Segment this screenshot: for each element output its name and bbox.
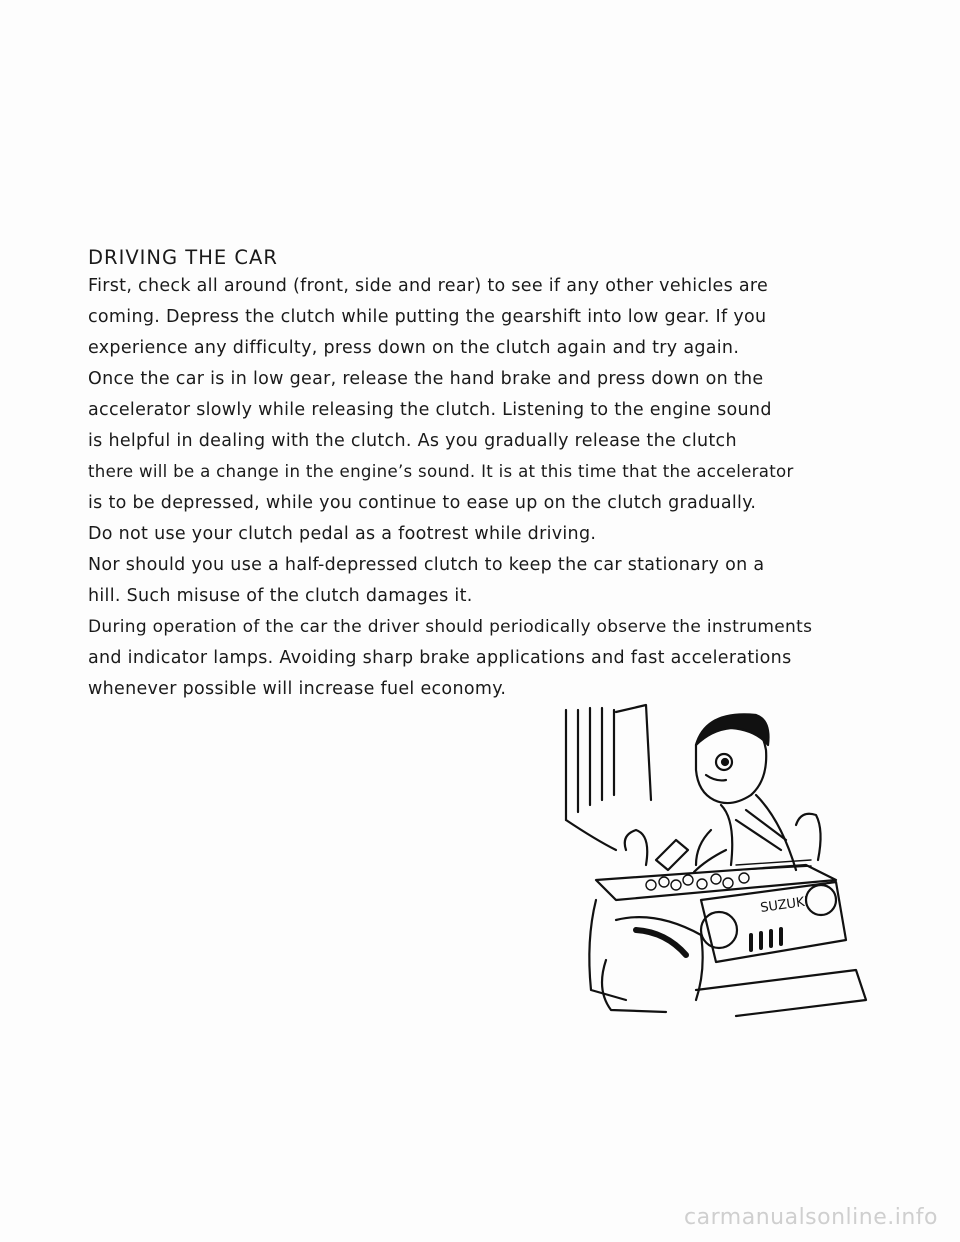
body-line: whenever possible will increase fuel economy.	[88, 679, 507, 699]
hood-panel	[566, 708, 614, 820]
body-line: coming. Depress the clutch while putting the gearshift into low gear. If you	[88, 307, 767, 327]
car-grille	[701, 882, 846, 962]
body-line: hill. Such misuse of the clutch damages it.	[88, 586, 473, 606]
headlight-right	[796, 814, 821, 860]
headlight-left	[625, 830, 648, 865]
mechanic-illustration	[556, 700, 876, 1020]
body-line: accelerator slowly while releasing the clutch. Listening to the engine sound	[88, 400, 772, 420]
body-line: and indicator lamps. Avoiding sharp brake applications and fast accelerations	[88, 648, 792, 668]
mechanic-hair	[696, 714, 769, 745]
body-line: is to be depressed, while you continue to ease up on the clutch gradually.	[88, 493, 757, 513]
body-line: First, check all around (front, side and rear) to see if any other vehicles are	[88, 276, 769, 296]
grille-brand-text: SUZUKI	[759, 894, 810, 916]
body-line: Do not use your clutch pedal as a footrest while driving.	[88, 524, 597, 544]
grille-lamp-right	[806, 885, 836, 915]
body-line: is helpful in dealing with the clutch. As you gradually release the clutch	[88, 431, 737, 451]
oil-can	[656, 840, 688, 870]
section-heading: DRIVING THE CAR	[88, 246, 278, 269]
body-line: Nor should you use a half-depressed clutch to keep the car stationary on a	[88, 555, 765, 575]
body-line: Once the car is in low gear, release the hand brake and press down on the	[88, 369, 764, 389]
watermark-text: carmanualsonline.info	[684, 1205, 938, 1230]
grille-lamp-left	[701, 912, 737, 948]
body-line: During operation of the car the driver should periodically observe the instruments	[88, 617, 813, 637]
body-line: there will be a change in the engine’s sound. It is at this time that the accelerator	[88, 462, 794, 481]
body-line: experience any difficulty, press down on the clutch again and try again.	[88, 338, 740, 358]
